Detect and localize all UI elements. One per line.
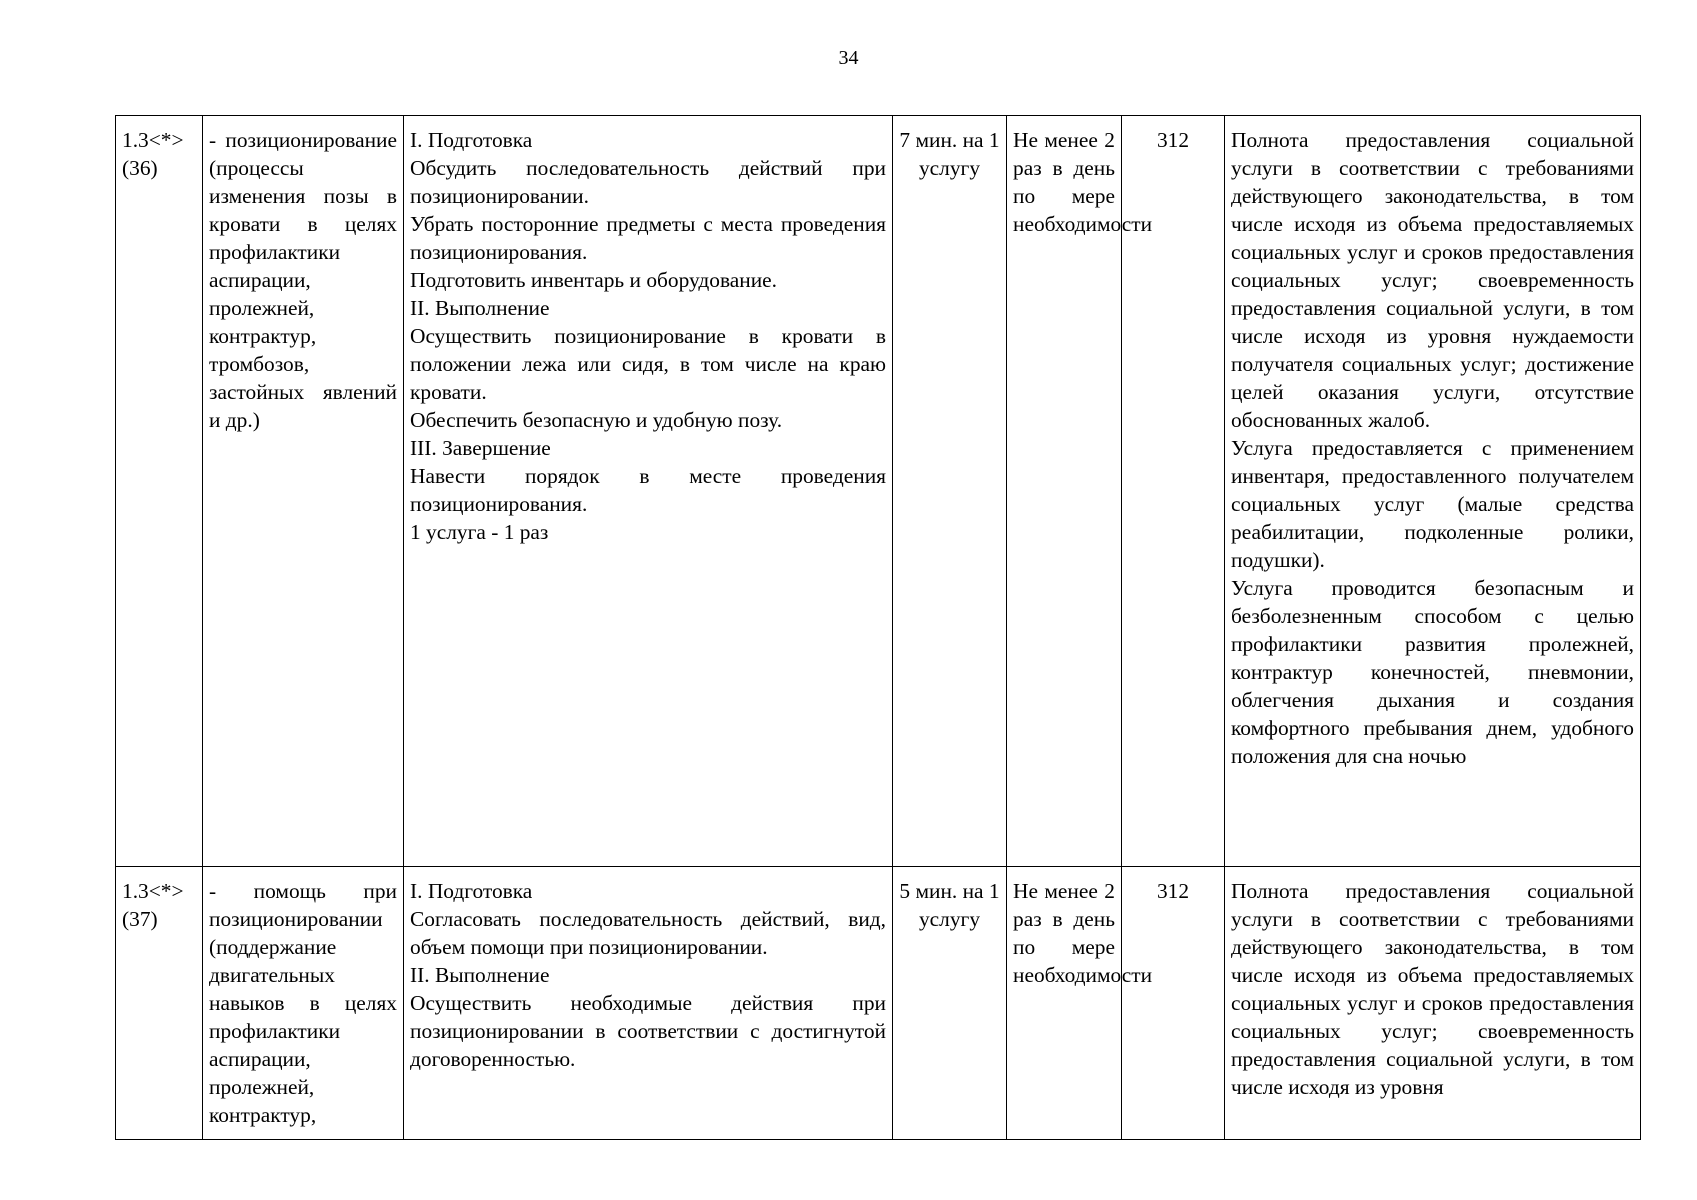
step-heading: II. Выполнение [410,963,550,987]
step-text: 1 услуга - 1 раз [410,520,549,544]
step-text: Навести порядок в месте проведения позиционирования. [410,464,886,516]
service-frequency-cell [1007,867,1153,1140]
quality-text: Услуга предоставляется с применением инвентаря, предоставленного получателем социальных услуг (малые средства реабилитации, подколенные ролики, подушки). [1231,436,1634,572]
service-name: - помощь при позиционировании (поддержание двигательных навыков в целях профилактики аспирации, пролежней, контрактур, [209,879,397,1127]
service-frequency: Не менее 2 раз в день по мере необходимости [1013,128,1153,236]
step-text: Осуществить необходимые действия при позиционировании в соответствии с достигнутой договоренностью. [410,991,886,1071]
service-code: 1.3<*> [122,879,184,903]
step-text: Согласовать последовательность действий, вид, объем помощи при позиционировании. [410,907,886,959]
service-time: 5 мин. на 1 услугу [899,879,1000,931]
quality-text: Услуга проводится безопасным и безболезненным способом с целью профилактики развития пролежней, контрактур конечностей, пневмонии, облегчения дыхания и создания комфортного пребывания днем, удобного положения для сна ночью [1231,576,1634,768]
service-code-cell [116,867,203,1140]
quality-text: Полнота предоставления социальной услуги в соответствии с требованиями действующего законодательства, в том числе исходя из объема предоставляемых социальных услуг и сроков предоставления социальных услуг; своевременность предоставления социальной услуги, в том числе исходя из уровня [1231,879,1634,1099]
services-table [115,115,1641,1140]
service-count: 312 [1156,128,1190,152]
service-name-cell [203,867,404,1140]
step-text: Обсудить последовательность действий при позиционировании. [410,156,886,208]
service-code: 1.3<*> [122,128,184,152]
step-text: Подготовить инвентарь и оборудование. [410,268,777,292]
service-time-cell [893,116,1007,867]
table-row [116,116,1641,867]
service-quality-cell [1225,116,1641,867]
service-name-cell [203,116,404,867]
service-frequency: Не менее 2 раз в день по мере необходимости [1013,879,1153,987]
service-frequency-cell [1007,116,1153,867]
service-number: (36) [122,156,158,180]
service-number: (37) [122,907,158,931]
step-text: Убрать посторонние предметы с места проведения позиционирования. [410,212,886,264]
service-time-cell [893,867,1007,1140]
table-row [116,867,1641,1140]
quality-text: Полнота предоставления социальной услуги в соответствии с требованиями действующего законодательства, в том числе исходя из объема предоставляемых социальных услуг и сроков предоставления социальных услуг; своевременность предоставления социальной услуги, в том числе исходя из уровня нуждаемости получателя социальных услуг; достижение целей оказания услуги, отсутствие обоснованных жалоб. [1231,128,1634,432]
step-text: Осуществить позиционирование в кровати в положении лежа или сидя, в том числе на краю кровати. [410,324,886,404]
service-steps-cell [404,867,893,1140]
page-number: 34 [838,47,859,69]
service-code-cell [116,116,203,867]
step-heading: I. Подготовка [410,879,533,903]
service-quality-cell [1225,867,1641,1140]
service-time: 7 мин. на 1 услугу [899,128,1000,180]
step-heading: I. Подготовка [410,128,533,152]
service-count-cell [1122,867,1225,1140]
service-count: 312 [1156,879,1190,903]
step-heading: II. Выполнение [410,296,550,320]
service-steps-cell [404,116,893,867]
step-heading: III. Завершение [410,436,551,460]
step-text: Обеспечить безопасную и удобную позу. [410,408,783,432]
service-name: - позиционирование (процессы изменения позы в кровати в целях профилактики аспирации, пролежней, контрактур, тромбозов, застойных явлений и др.) [209,128,397,432]
